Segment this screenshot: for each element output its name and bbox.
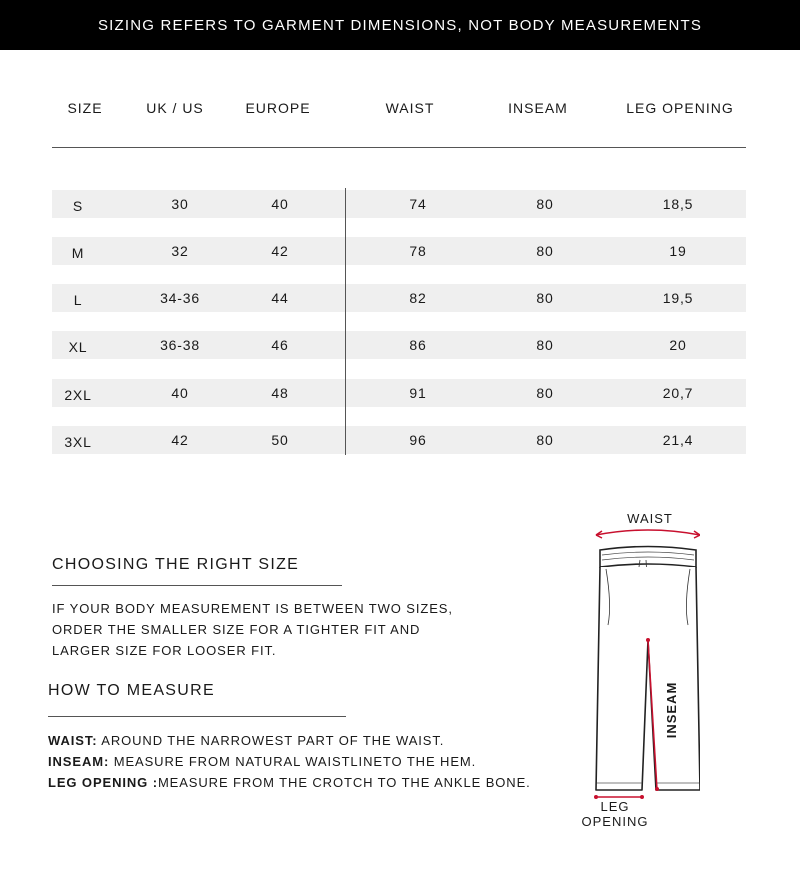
how-to-inseam: INSEAM: MEASURE FROM NATURAL WAISTLINETO THE HEM. [48,754,477,769]
choosing-line: LARGER SIZE FOR LOOSER FIT. [52,643,277,658]
header-waist: WAIST [385,100,435,116]
choosing-line: ORDER THE SMALLER SIZE FOR A TIGHTER FIT AND [52,622,421,637]
table-cell-inseam: 80 [536,432,554,448]
table-cell-inseam: 80 [536,243,554,259]
table-cell-size: M [71,245,85,261]
table-cell-waist: 82 [409,290,427,306]
header-size: SIZE [67,100,103,116]
how-to-text [48,730,531,793]
inseam-label: INSEAM [664,681,679,739]
header-divider [52,147,746,148]
table-cell-uk-us: 36-38 [160,337,200,353]
table-cell-leg-opening: 20 [669,337,687,353]
table-cell-uk-us: 30 [171,196,189,212]
choosing-text [52,598,453,661]
leg-opening-label [575,799,655,829]
table-cell-size: L [73,292,83,308]
header-leg-opening: LEG OPENING [626,100,734,116]
table-cell-waist: 78 [409,243,427,259]
choosing-rule [52,585,342,586]
table-cell-size: 3XL [64,434,92,450]
waist-label: WAIST [627,511,673,526]
header-europe: EUROPE [245,100,311,116]
table-cell-leg-opening: 19 [669,243,687,259]
pants-illustration [560,505,700,845]
leg-opening-label-line1: LEG [600,799,630,814]
table-cell-europe: 48 [271,385,289,401]
table-cell-waist: 96 [409,432,427,448]
inseam-top-dot [646,638,650,642]
table-cell-uk-us: 40 [171,385,189,401]
table-cell-leg-opening: 19,5 [662,290,694,306]
table-column-divider [345,188,346,455]
choosing-title: CHOOSING THE RIGHT SIZE [52,556,300,573]
pants-diagram [560,505,700,845]
table-cell-size: S [72,198,84,214]
table-cell-size: 2XL [64,387,92,403]
table-cell-inseam: 80 [536,337,554,353]
header-inseam: INSEAM [508,100,568,116]
table-cell-waist: 91 [409,385,427,401]
header-uk-us: UK / US [146,100,204,116]
waist-arrow [596,530,700,535]
table-cell-europe: 44 [271,290,289,306]
how-to-rule [48,716,346,717]
table-cell-uk-us: 42 [171,432,189,448]
table-cell-uk-us: 32 [171,243,189,259]
inseam-bottom-dot [655,787,659,791]
table-cell-europe: 50 [271,432,289,448]
table-cell-europe: 42 [271,243,289,259]
leg-opening-label-line2: OPENING [581,814,649,829]
sizing-banner: SIZING REFERS TO GARMENT DIMENSIONS, NOT BODY MEASUREMENTS [0,0,800,50]
table-cell-europe: 40 [271,196,289,212]
how-to-title: HOW TO MEASURE [48,682,215,699]
table-cell-waist: 86 [409,337,427,353]
pants-outline [596,567,700,790]
table-cell-leg-opening: 20,7 [662,385,694,401]
table-cell-inseam: 80 [536,290,554,306]
table-cell-inseam: 80 [536,196,554,212]
table-cell-uk-us: 34-36 [160,290,200,306]
table-cell-size: XL [68,339,88,355]
how-to-waist: WAIST: AROUND THE NARROWEST PART OF THE WAIST. [48,733,445,748]
table-cell-leg-opening: 18,5 [662,196,694,212]
table-cell-leg-opening: 21,4 [662,432,694,448]
choosing-line: IF YOUR BODY MEASUREMENT IS BETWEEN TWO SIZES, [52,601,453,616]
table-cell-waist: 74 [409,196,427,212]
table-cell-inseam: 80 [536,385,554,401]
how-to-leg-opening: LEG OPENING :MEASURE FROM THE CROTCH TO THE ANKLE BONE. [48,775,531,790]
table-cell-europe: 46 [271,337,289,353]
